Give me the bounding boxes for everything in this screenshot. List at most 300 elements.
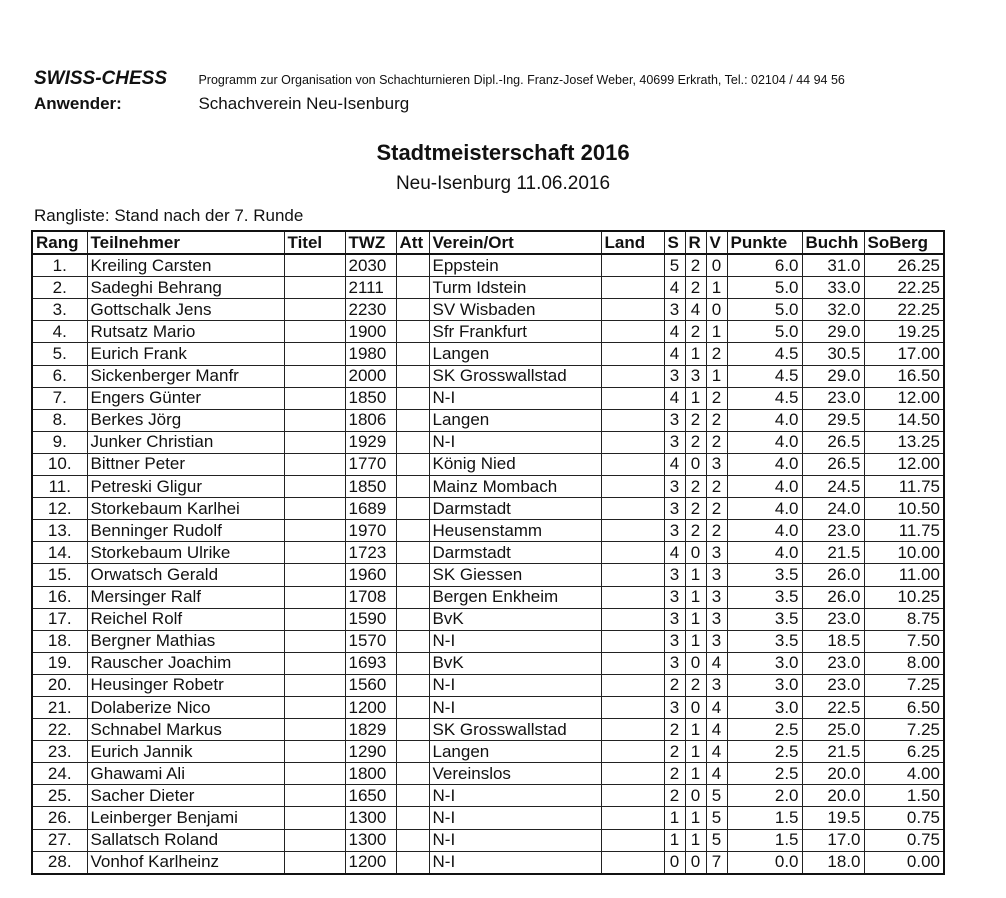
att-cell <box>396 608 429 630</box>
losses: 1 <box>706 365 727 387</box>
club-name: Darmstadt <box>429 542 601 564</box>
wins: 2 <box>664 719 685 741</box>
points: 4.5 <box>727 343 802 365</box>
participant-name: Orwatsch Gerald <box>87 564 284 586</box>
title-cell <box>284 343 345 365</box>
country-cell <box>601 254 664 277</box>
participant-name: Sickenberger Manfr <box>87 365 284 387</box>
buchholz: 24.0 <box>802 498 864 520</box>
country-cell <box>601 365 664 387</box>
points: 1.5 <box>727 807 802 829</box>
draws: 1 <box>685 807 706 829</box>
buchholz: 33.0 <box>802 277 864 299</box>
twz-rating: 1829 <box>345 719 396 741</box>
participant-name: Eurich Jannik <box>87 741 284 763</box>
user-label: Anwender: <box>34 94 122 113</box>
att-cell <box>396 719 429 741</box>
title-cell <box>284 254 345 277</box>
losses: 7 <box>706 851 727 874</box>
losses: 3 <box>706 586 727 608</box>
title-cell <box>284 674 345 696</box>
club-name: SK Grosswallstad <box>429 365 601 387</box>
table-row <box>32 277 944 299</box>
sonneborn-berger: 17.00 <box>864 343 944 365</box>
att-cell <box>396 763 429 785</box>
rang-cell: 3. <box>32 299 87 321</box>
draws: 2 <box>685 277 706 299</box>
country-cell <box>601 387 664 409</box>
twz-rating: 1200 <box>345 851 396 874</box>
ranking-table <box>31 230 945 875</box>
country-cell <box>601 763 664 785</box>
club-name: N-I <box>429 807 601 829</box>
participant-name: Dolaberize Nico <box>87 696 284 718</box>
draws: 2 <box>685 674 706 696</box>
att-cell <box>396 674 429 696</box>
club-name: BvK <box>429 652 601 674</box>
att-cell <box>396 696 429 718</box>
country-cell <box>601 520 664 542</box>
col-r: R <box>685 231 706 254</box>
buchholz: 26.0 <box>802 586 864 608</box>
participant-name: Kreiling Carsten <box>87 254 284 277</box>
losses: 3 <box>706 564 727 586</box>
country-cell <box>601 586 664 608</box>
country-cell <box>601 741 664 763</box>
buchholz: 22.5 <box>802 696 864 718</box>
col-twz: TWZ <box>345 231 396 254</box>
twz-rating: 2000 <box>345 365 396 387</box>
participant-name: Bergner Mathias <box>87 630 284 652</box>
table-caption: Rangliste: Stand nach der 7. Runde <box>34 206 304 225</box>
sonneborn-berger: 11.75 <box>864 520 944 542</box>
country-cell <box>601 851 664 874</box>
buchholz: 18.0 <box>802 851 864 874</box>
losses: 3 <box>706 674 727 696</box>
buchholz: 23.0 <box>802 674 864 696</box>
twz-rating: 1570 <box>345 630 396 652</box>
rang-cell: 15. <box>32 564 87 586</box>
draws: 2 <box>685 409 706 431</box>
wins: 3 <box>664 498 685 520</box>
table-row <box>32 254 944 277</box>
losses: 3 <box>706 542 727 564</box>
points: 2.5 <box>727 741 802 763</box>
participant-name: Engers Günter <box>87 387 284 409</box>
page-subtitle: Neu-Isenburg 11.06.2016 <box>395 173 611 194</box>
participant-name: Sadeghi Behrang <box>87 277 284 299</box>
sonneborn-berger: 8.00 <box>864 652 944 674</box>
wins: 1 <box>664 807 685 829</box>
title-cell <box>284 498 345 520</box>
twz-rating: 2230 <box>345 299 396 321</box>
wins: 3 <box>664 564 685 586</box>
buchholz: 26.0 <box>802 564 864 586</box>
table-row <box>32 365 944 387</box>
wins: 3 <box>664 476 685 498</box>
draws: 0 <box>685 696 706 718</box>
title-cell <box>284 719 345 741</box>
wins: 3 <box>664 586 685 608</box>
points: 3.0 <box>727 696 802 718</box>
rang-cell: 25. <box>32 785 87 807</box>
country-cell <box>601 321 664 343</box>
losses: 1 <box>706 321 727 343</box>
twz-rating: 1806 <box>345 409 396 431</box>
table-row <box>32 343 944 365</box>
losses: 2 <box>706 476 727 498</box>
rang-cell: 16. <box>32 586 87 608</box>
rang-cell: 28. <box>32 851 87 874</box>
table-row <box>32 652 944 674</box>
rang-cell: 7. <box>32 387 87 409</box>
table-row <box>32 387 944 409</box>
country-cell <box>601 299 664 321</box>
header-row <box>32 231 944 254</box>
table-row <box>32 719 944 741</box>
att-cell <box>396 542 429 564</box>
rang-cell: 6. <box>32 365 87 387</box>
club-name: N-I <box>429 829 601 851</box>
title-cell <box>284 851 345 874</box>
wins: 2 <box>664 785 685 807</box>
points: 4.0 <box>727 542 802 564</box>
sonneborn-berger: 11.75 <box>864 476 944 498</box>
table-row <box>32 763 944 785</box>
sonneborn-berger: 13.25 <box>864 431 944 453</box>
sonneborn-berger: 6.50 <box>864 696 944 718</box>
wins: 3 <box>664 608 685 630</box>
title-cell <box>284 696 345 718</box>
buchholz: 20.0 <box>802 763 864 785</box>
table-row <box>32 542 944 564</box>
twz-rating: 1290 <box>345 741 396 763</box>
sonneborn-berger: 10.25 <box>864 586 944 608</box>
rang-cell: 8. <box>32 409 87 431</box>
title-cell <box>284 520 345 542</box>
sonneborn-berger: 16.50 <box>864 365 944 387</box>
wins: 1 <box>664 829 685 851</box>
club-name: Mainz Mombach <box>429 476 601 498</box>
twz-rating: 1200 <box>345 696 396 718</box>
club-name: N-I <box>429 630 601 652</box>
att-cell <box>396 586 429 608</box>
title-cell <box>284 785 345 807</box>
rang-cell: 5. <box>32 343 87 365</box>
table-row <box>32 829 944 851</box>
att-cell <box>396 343 429 365</box>
wins: 4 <box>664 277 685 299</box>
att-cell <box>396 387 429 409</box>
losses: 3 <box>706 453 727 475</box>
rang-cell: 19. <box>32 652 87 674</box>
wins: 4 <box>664 387 685 409</box>
participant-name: Gottschalk Jens <box>87 299 284 321</box>
att-cell <box>396 564 429 586</box>
buchholz: 24.5 <box>802 476 864 498</box>
country-cell <box>601 542 664 564</box>
club-name: Bergen Enkheim <box>429 586 601 608</box>
losses: 2 <box>706 409 727 431</box>
wins: 3 <box>664 365 685 387</box>
title-cell <box>284 586 345 608</box>
rang-cell: 18. <box>32 630 87 652</box>
att-cell <box>396 829 429 851</box>
att-cell <box>396 741 429 763</box>
col-teilnehmer: Teilnehmer <box>87 231 284 254</box>
participant-name: Reichel Rolf <box>87 608 284 630</box>
participant-name: Rauscher Joachim <box>87 652 284 674</box>
club-name: Sfr Frankfurt <box>429 321 601 343</box>
page-title: Stadtmeisterschaft 2016 <box>376 140 630 165</box>
table-row <box>32 476 944 498</box>
buchholz: 23.0 <box>802 608 864 630</box>
club-name: SV Wisbaden <box>429 299 601 321</box>
draws: 1 <box>685 829 706 851</box>
buchholz: 29.0 <box>802 321 864 343</box>
sonneborn-berger: 1.50 <box>864 785 944 807</box>
title-cell <box>284 277 345 299</box>
participant-name: Junker Christian <box>87 431 284 453</box>
rang-cell: 2. <box>32 277 87 299</box>
twz-rating: 1960 <box>345 564 396 586</box>
sonneborn-berger: 10.00 <box>864 542 944 564</box>
draws: 1 <box>685 630 706 652</box>
title-cell <box>284 299 345 321</box>
draws: 1 <box>685 343 706 365</box>
wins: 4 <box>664 321 685 343</box>
title-cell <box>284 431 345 453</box>
points: 3.0 <box>727 652 802 674</box>
program-header <box>34 68 845 90</box>
points: 3.5 <box>727 630 802 652</box>
club-name: Langen <box>429 409 601 431</box>
sonneborn-berger: 8.75 <box>864 608 944 630</box>
twz-rating: 1650 <box>345 785 396 807</box>
col-buchh: Buchh <box>802 231 864 254</box>
points: 4.0 <box>727 431 802 453</box>
draws: 1 <box>685 586 706 608</box>
buchholz: 21.5 <box>802 741 864 763</box>
sonneborn-berger: 12.00 <box>864 387 944 409</box>
participant-name: Mersinger Ralf <box>87 586 284 608</box>
twz-rating: 1770 <box>345 453 396 475</box>
losses: 4 <box>706 763 727 785</box>
twz-rating: 1850 <box>345 476 396 498</box>
sonneborn-berger: 26.25 <box>864 254 944 277</box>
country-cell <box>601 719 664 741</box>
wins: 3 <box>664 409 685 431</box>
losses: 3 <box>706 608 727 630</box>
twz-rating: 2030 <box>345 254 396 277</box>
sonneborn-berger: 11.00 <box>864 564 944 586</box>
title-cell <box>284 807 345 829</box>
wins: 2 <box>664 763 685 785</box>
col-titel: Titel <box>284 231 345 254</box>
sonneborn-berger: 0.75 <box>864 829 944 851</box>
rang-cell: 9. <box>32 431 87 453</box>
user-row <box>34 94 409 114</box>
country-cell <box>601 453 664 475</box>
club-name: N-I <box>429 674 601 696</box>
col-rang: Rang <box>32 231 87 254</box>
att-cell <box>396 785 429 807</box>
country-cell <box>601 696 664 718</box>
sonneborn-berger: 14.50 <box>864 409 944 431</box>
participant-name: Bittner Peter <box>87 453 284 475</box>
col-soberg: SoBerg <box>864 231 944 254</box>
twz-rating: 1723 <box>345 542 396 564</box>
att-cell <box>396 453 429 475</box>
buchholz: 23.0 <box>802 387 864 409</box>
twz-rating: 1980 <box>345 343 396 365</box>
wins: 5 <box>664 254 685 277</box>
rang-cell: 21. <box>32 696 87 718</box>
draws: 4 <box>685 299 706 321</box>
points: 4.0 <box>727 409 802 431</box>
losses: 0 <box>706 254 727 277</box>
points: 5.0 <box>727 321 802 343</box>
draws: 2 <box>685 254 706 277</box>
sonneborn-berger: 19.25 <box>864 321 944 343</box>
losses: 5 <box>706 785 727 807</box>
participant-name: Eurich Frank <box>87 343 284 365</box>
buchholz: 30.5 <box>802 343 864 365</box>
program-description: Programm zur Organisation von Schachturnieren Dipl.-Ing. Franz-Josef Weber, 40699 Erkrath, Tel.: 02104 / 44 94 56 <box>198 73 845 87</box>
participant-name: Vonhof Karlheinz <box>87 851 284 874</box>
sonneborn-berger: 22.25 <box>864 299 944 321</box>
country-cell <box>601 630 664 652</box>
user-name: Schachverein Neu-Isenburg <box>198 94 410 113</box>
country-cell <box>601 608 664 630</box>
title-cell <box>284 453 345 475</box>
wins: 3 <box>664 520 685 542</box>
buchholz: 32.0 <box>802 299 864 321</box>
club-name: Vereinslos <box>429 763 601 785</box>
table-row <box>32 741 944 763</box>
buchholz: 26.5 <box>802 431 864 453</box>
participant-name: Petreski Gligur <box>87 476 284 498</box>
points: 2.0 <box>727 785 802 807</box>
club-name: Turm Idstein <box>429 277 601 299</box>
points: 4.5 <box>727 387 802 409</box>
buchholz: 29.5 <box>802 409 864 431</box>
sonneborn-berger: 10.50 <box>864 498 944 520</box>
participant-name: Benninger Rudolf <box>87 520 284 542</box>
country-cell <box>601 807 664 829</box>
title-cell <box>284 409 345 431</box>
draws: 2 <box>685 498 706 520</box>
att-cell <box>396 409 429 431</box>
buchholz: 18.5 <box>802 630 864 652</box>
wins: 2 <box>664 741 685 763</box>
draws: 2 <box>685 520 706 542</box>
col-s: S <box>664 231 685 254</box>
participant-name: Berkes Jörg <box>87 409 284 431</box>
participant-name: Sacher Dieter <box>87 785 284 807</box>
country-cell <box>601 785 664 807</box>
draws: 3 <box>685 365 706 387</box>
participant-name: Storkebaum Ulrike <box>87 542 284 564</box>
att-cell <box>396 851 429 874</box>
wins: 4 <box>664 542 685 564</box>
losses: 2 <box>706 498 727 520</box>
att-cell <box>396 431 429 453</box>
points: 3.5 <box>727 586 802 608</box>
att-cell <box>396 520 429 542</box>
losses: 3 <box>706 630 727 652</box>
title-cell <box>284 652 345 674</box>
points: 4.0 <box>727 453 802 475</box>
table-row <box>32 586 944 608</box>
draws: 1 <box>685 387 706 409</box>
draws: 2 <box>685 431 706 453</box>
att-cell <box>396 652 429 674</box>
rang-cell: 27. <box>32 829 87 851</box>
rang-cell: 20. <box>32 674 87 696</box>
participant-name: Rutsatz Mario <box>87 321 284 343</box>
country-cell <box>601 409 664 431</box>
draws: 1 <box>685 763 706 785</box>
col-land: Land <box>601 231 664 254</box>
title-cell <box>284 542 345 564</box>
points: 3.5 <box>727 564 802 586</box>
twz-rating: 1560 <box>345 674 396 696</box>
wins: 3 <box>664 431 685 453</box>
buchholz: 26.5 <box>802 453 864 475</box>
draws: 0 <box>685 851 706 874</box>
wins: 2 <box>664 674 685 696</box>
participant-name: Sallatsch Roland <box>87 829 284 851</box>
sonneborn-berger: 12.00 <box>864 453 944 475</box>
twz-rating: 1850 <box>345 387 396 409</box>
col-verein: Verein/Ort <box>429 231 601 254</box>
draws: 1 <box>685 719 706 741</box>
table-row <box>32 520 944 542</box>
draws: 2 <box>685 476 706 498</box>
buchholz: 23.0 <box>802 520 864 542</box>
twz-rating: 1708 <box>345 586 396 608</box>
title-cell <box>284 741 345 763</box>
sonneborn-berger: 4.00 <box>864 763 944 785</box>
rang-cell: 24. <box>32 763 87 785</box>
wins: 3 <box>664 299 685 321</box>
rang-cell: 22. <box>32 719 87 741</box>
country-cell <box>601 564 664 586</box>
wins: 3 <box>664 696 685 718</box>
buchholz: 17.0 <box>802 829 864 851</box>
att-cell <box>396 299 429 321</box>
points: 1.5 <box>727 829 802 851</box>
club-name: Heusenstamm <box>429 520 601 542</box>
wins: 4 <box>664 453 685 475</box>
draws: 2 <box>685 321 706 343</box>
title-cell <box>284 365 345 387</box>
points: 5.0 <box>727 277 802 299</box>
draws: 0 <box>685 453 706 475</box>
title-cell <box>284 763 345 785</box>
table-row <box>32 807 944 829</box>
rang-cell: 17. <box>32 608 87 630</box>
points: 2.5 <box>727 763 802 785</box>
twz-rating: 1689 <box>345 498 396 520</box>
club-name: Darmstadt <box>429 498 601 520</box>
sonneborn-berger: 7.25 <box>864 719 944 741</box>
buchholz: 23.0 <box>802 652 864 674</box>
rang-cell: 23. <box>32 741 87 763</box>
buchholz: 20.0 <box>802 785 864 807</box>
points: 3.5 <box>727 608 802 630</box>
